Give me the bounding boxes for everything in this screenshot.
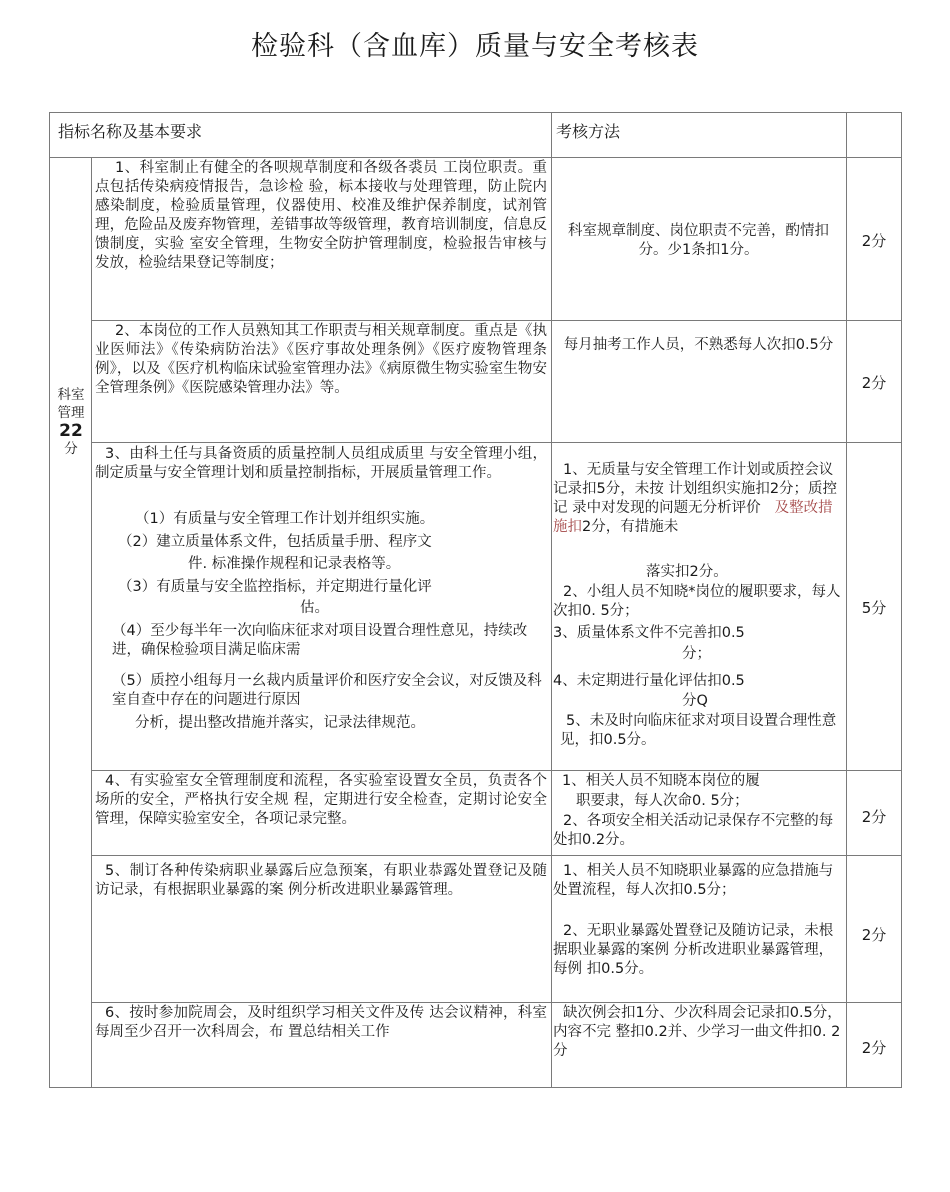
divider-dept <box>91 157 92 1088</box>
divider-row5 <box>91 1002 902 1003</box>
row-5-requirement: 5、制订各种传染病职业暴露后应急预案，有职业恭露处置登记及随访记录，有根据职业暴露的案 例分析改进职业暴露管理。 <box>95 863 547 898</box>
row-3-sub-item-3-cont: 估。 <box>300 600 329 616</box>
page-title: 检验科（含血库）质量与安全考核表 <box>251 31 699 62</box>
row-6-score: 2分 <box>861 1039 887 1057</box>
row-5-score: 2分 <box>861 926 887 944</box>
row-3-sub-item-3: （3）有质量与安全监控指标，并定期进行量化评 <box>118 579 432 595</box>
row-3-method-item-1 <box>553 461 845 537</box>
row-1-score: 2分 <box>861 232 887 250</box>
row-4-method-item-2: 2、各项安全相关活动记录保存不完整的每处扣0.2分。 <box>553 813 834 848</box>
department-points: 22 <box>59 421 83 441</box>
row-6-method: 缺次例会扣1分、少次科周会记录扣0.5分，内容不完 整扣0.2并、少学习一曲文件扣0. 2分 <box>553 1005 842 1059</box>
divider-score <box>846 112 847 1088</box>
row-3-sub-item-1: （1）有质量与安全管理工作计划并组织实施。 <box>135 511 435 527</box>
row-3-method-highlight: 及整改措施扣 <box>553 500 833 535</box>
row-3-sub-item-4: （4）至少每半年一次向临床征求对项目设置合理性意见，持续改进，确保检验项目满足临床需 <box>112 623 528 658</box>
row-1-requirement: 1、科室制止有健全的各呗规草制度和各级各裘员 工岗位职责。重点包括传染病疫情报告，急诊检 验，标本接收与处理管理，防止院内感染制度，检验质量管理，仪器使用、校准及维护保养制度，试剂管理，危险品及废弃物管理，差错事故等级管理，教育培训制度，信息反馈制度，实验 室安全管理，生物安全防护管理制度，检验报告审核与发放，检验结果登记等制度； <box>95 160 547 271</box>
header-requirements: 指标名称及基本要求 <box>58 122 203 141</box>
row-3-sub-item-5: （5）质控小组每月一幺裁内质量评价和医疗安全会议，对反馈及科室自查中存在的问题进行原因 <box>112 673 542 708</box>
row-4-method-item-1-cont: 职要隶，每人次命0. 5分； <box>576 793 749 809</box>
row-3-method-item-3-cont: 分； <box>682 646 711 662</box>
row-3-requirement-intro: 3、由科土任与具备资质的质量控制人员组成质里 与安全管理小组，制定质量与安全管理计划和质量控制指标，开展质量管理工作。 <box>95 446 547 481</box>
row-2-score: 2分 <box>861 374 887 392</box>
row-3-sub-item-2: （2）建立质量体系文件，包括质量手册、程序文 <box>118 534 432 550</box>
row-3-method-item-2: 2、小组人员不知晓*岗位的履职要求，每人次扣0. 5分； <box>553 584 841 619</box>
divider-row3 <box>91 770 902 771</box>
row-3-method-item-4-cont: 分Q <box>682 693 708 709</box>
row-3-score: 5分 <box>861 599 887 617</box>
row-2-method: 每月抽考工作人员，不熟悉每人次扣0.5分 <box>563 337 834 353</box>
divider-row4 <box>91 855 902 856</box>
divider-row1 <box>91 320 902 321</box>
row-1-method: 科室规章制度、岗位职责不完善，酌情扣分。少1条扣1分。 <box>568 223 829 258</box>
row-2-requirement: 2、本岗位的工作人员熟知其工作职责与相关规章制度。重点是《执业医师法》《传染病防治法》《医疗事故处理条例》《医疗废物管理条例》，以及《医疗机构临床试验室管理办法》《病原微生物实验室生物安全管理条例》《医院感染管理办法》等。 <box>95 323 547 396</box>
row-3-method-item-4: 4、未定期进行量化评估扣0.5 <box>553 673 745 689</box>
row-5-method-item-1: 1、相关人员不知晓职业暴露的应急措施与处置流程，每人次扣0.5分； <box>553 863 834 898</box>
row-3-method-item-1-tail: 2分，有措施未 <box>582 519 679 535</box>
header-method: 考核方法 <box>556 122 621 141</box>
row-3-sub-item-5-cont: 分析，提出整改措施并落实，记录法律规范。 <box>135 715 425 731</box>
divider-row2 <box>91 442 902 443</box>
department-points-unit: 分 <box>64 441 78 457</box>
row-4-score: 2分 <box>861 808 887 826</box>
row-3-method-item-5: 5、未及时向临床征求对项目设置合理性意见，扣0.5分。 <box>560 713 837 748</box>
row-6-requirement: 6、按时参加院周会，及时组织学习相关文件及传 达会议精神，科室每周至少召开一次科周会，布 置总结相关工作 <box>95 1005 547 1040</box>
row-3-method-item-3: 3、质量体系文件不完善扣0.5 <box>553 625 745 641</box>
row-3-sub-item-2-cont: 件. 标准操作规程和记录表格等。 <box>188 556 401 572</box>
row-4-method-item-1: 1、相关人员不知晓本岗位的履 <box>562 773 760 789</box>
department-name-line2: 管理 <box>57 405 85 421</box>
row-5-method-item-2: 2、无职业暴露处置登记及随访记录，未根据职业暴露的案例 分析改进职业暴露管理，每例 扣0.5分。 <box>553 923 834 977</box>
row-3-method-item-1-cont: 落实扣2分。 <box>646 564 728 580</box>
divider-method <box>551 112 552 1088</box>
divider-header <box>49 157 902 158</box>
row-4-requirement: 4、有实验室女全管理制度和流程，各实验室设置女全员，负责各个场所的安全，严格执行安全规 程，定期进行安全检查，定期讨论安全管理，保障实验室安全，各项记录完整。 <box>95 773 547 827</box>
row-3-method-item-1-text: 1、无质量与安全管理工作计划或质控会议记录扣5分，未按 计划组织实施扣2分；质控记 录中对发现的问题无分析评价 <box>553 462 838 516</box>
department-name-line1: 科室 <box>57 387 85 403</box>
department-label <box>52 386 90 458</box>
